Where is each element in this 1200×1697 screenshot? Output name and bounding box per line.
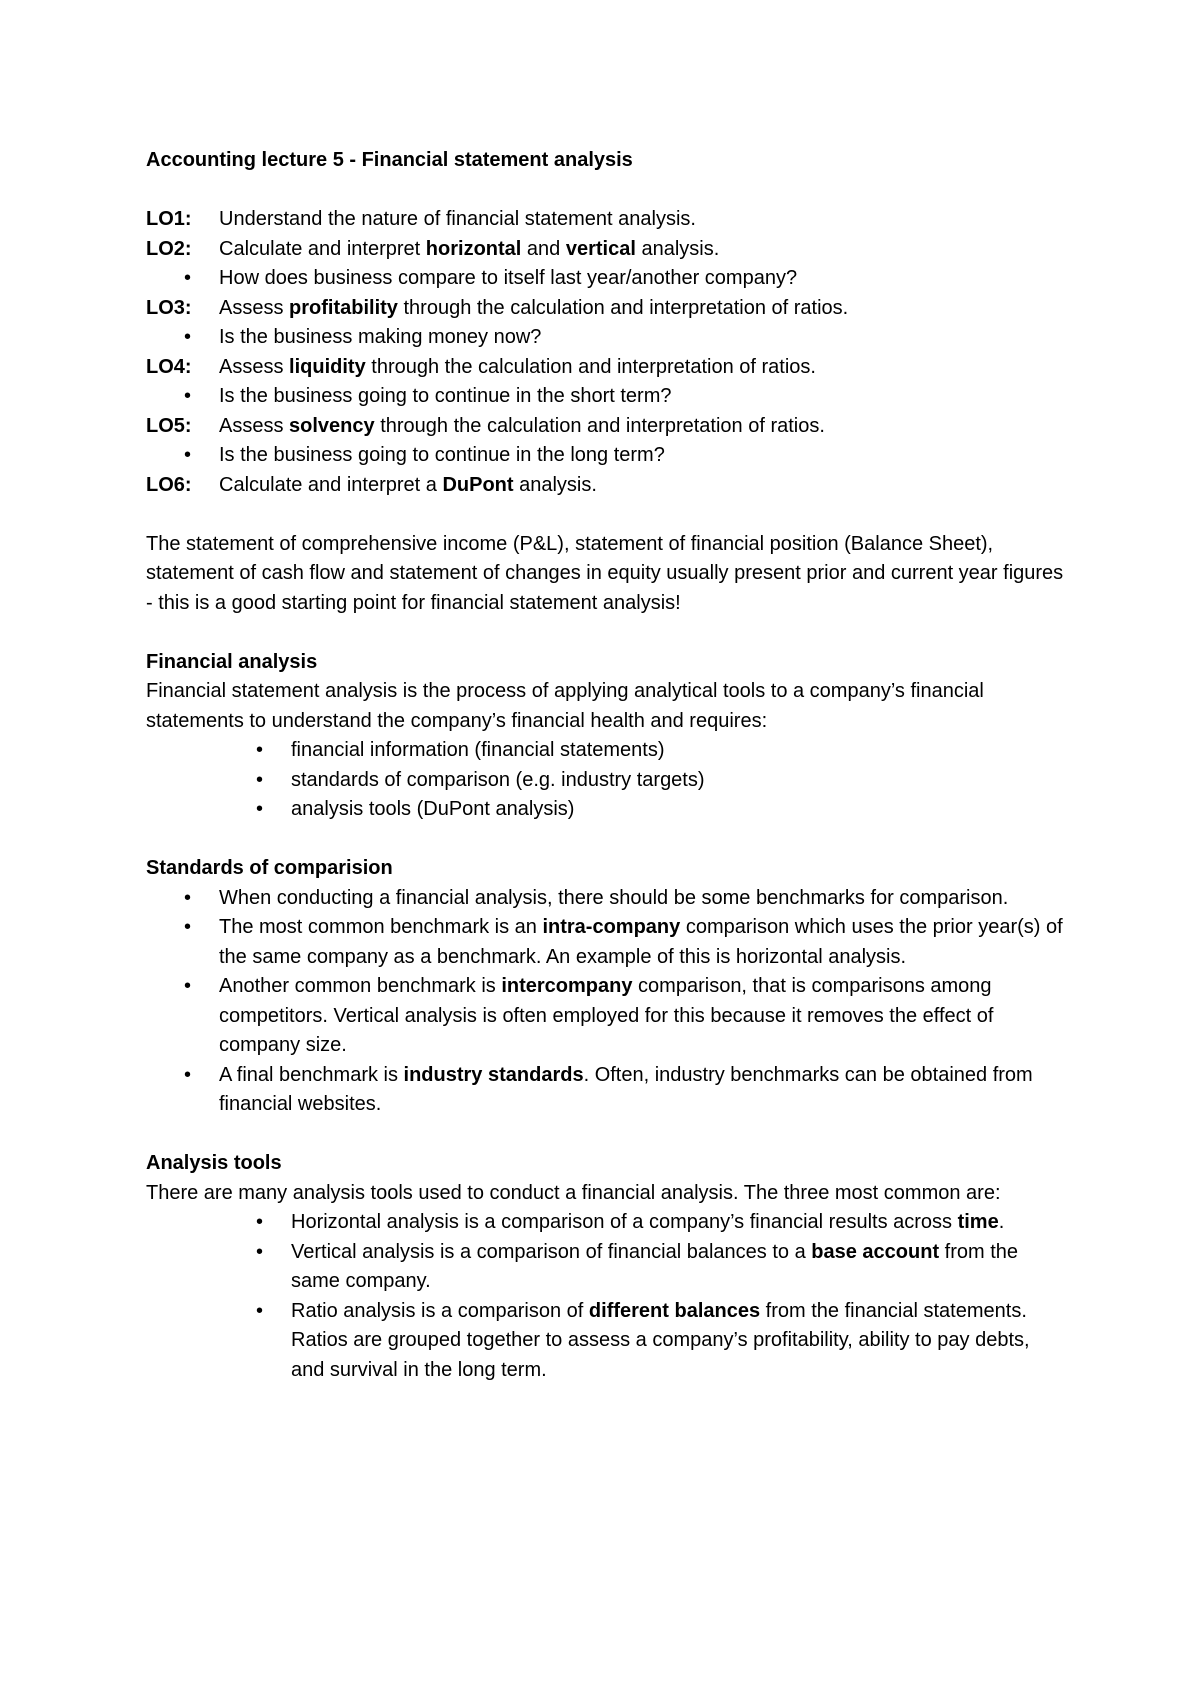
financial-analysis-paragraph: Financial statement analysis is the process of applying analytical tools to a company’s financial statements to understand the company’s financial health and requires: bbox=[146, 680, 984, 732]
outcome-question-text: Is the business going to continue in the short term? bbox=[219, 385, 672, 407]
outcome-text-part: analysis. bbox=[513, 473, 597, 496]
list-text-part: comparison which uses the prior year(s) of the same company as a benchmark. An example of this is horizontal analysis. bbox=[219, 916, 1063, 968]
outcome-label: LO2: bbox=[146, 237, 192, 260]
outcome-label: LO3: bbox=[146, 296, 192, 319]
intro-paragraph: The statement of comprehensive income (P&L), statement of financial position (Balance Sheet), statement of cash flow and statement of changes in equity usually present prior and current year figures - this is a good starting point for financial statement analysis! bbox=[146, 532, 1064, 614]
list-emphasis: base account bbox=[811, 1240, 940, 1263]
list-item-text bbox=[291, 1297, 1066, 1386]
outcome-emphasis: solvency bbox=[289, 414, 375, 437]
learning-outcome-5 bbox=[146, 412, 1066, 442]
list-item bbox=[146, 1208, 1066, 1238]
list-emphasis: different balances bbox=[588, 1299, 761, 1322]
list-item bbox=[146, 736, 1066, 766]
bullet-icon: • bbox=[184, 326, 192, 348]
bullet-icon: • bbox=[184, 444, 192, 466]
outcome-question bbox=[146, 264, 1066, 294]
outcome-question bbox=[146, 323, 1066, 353]
outcome-emphasis: liquidity bbox=[289, 355, 366, 378]
bullet-icon: • bbox=[184, 1063, 192, 1086]
bullet-icon: • bbox=[256, 739, 264, 761]
outcome-text-part: Assess bbox=[219, 296, 290, 319]
list-text-part: Vertical analysis is a comparison of financial balances to a bbox=[291, 1240, 812, 1263]
spacer bbox=[146, 1120, 1066, 1150]
learning-outcome-4 bbox=[146, 353, 1066, 383]
outcome-question bbox=[146, 382, 1066, 412]
outcome-text bbox=[219, 412, 1066, 442]
list-text-part: The most common benchmark is an bbox=[219, 916, 543, 938]
bullet-icon: • bbox=[256, 1211, 264, 1233]
list-text-part: Horizontal analysis is a comparison of a company’s financial results across bbox=[291, 1211, 958, 1233]
outcome-text-part: Calculate and interpret bbox=[219, 237, 426, 260]
bullet-icon: • bbox=[184, 886, 192, 909]
learning-outcome-3 bbox=[146, 294, 1066, 324]
outcome-label: LO6: bbox=[146, 473, 192, 496]
spacer bbox=[146, 825, 1066, 855]
outcome-text-part: Understand the nature of financial statement analysis. bbox=[219, 208, 696, 230]
outcome-label: LO1: bbox=[146, 208, 192, 230]
spacer bbox=[146, 618, 1066, 648]
outcome-emphasis: DuPont bbox=[442, 473, 514, 496]
list-emphasis: intercompany bbox=[501, 975, 633, 997]
bullet-icon: • bbox=[256, 1240, 264, 1263]
list-text-part: . bbox=[998, 1211, 1005, 1233]
list-item-text: financial information (financial statements) bbox=[291, 739, 665, 761]
outcome-text-part: Assess bbox=[219, 414, 290, 437]
spacer bbox=[146, 500, 1066, 530]
list-item-text bbox=[291, 1238, 1066, 1297]
bullet-icon: • bbox=[184, 916, 192, 938]
list-text-part: from the same company. bbox=[291, 1240, 1019, 1292]
outcome-text bbox=[219, 353, 1066, 383]
outcome-question-text: How does business compare to itself last year/another company? bbox=[219, 267, 798, 289]
list-item bbox=[146, 1238, 1066, 1297]
bullet-icon: • bbox=[184, 975, 192, 997]
outcome-text bbox=[219, 235, 1066, 265]
outcome-question-text: Is the business making money now? bbox=[219, 326, 542, 348]
outcome-emphasis: horizontal bbox=[425, 237, 522, 260]
list-text-part: . Often, industry benchmarks can be obtained from financial websites. bbox=[219, 1063, 1033, 1115]
list-item-text bbox=[219, 1061, 1066, 1120]
learning-outcome-2 bbox=[146, 235, 1066, 265]
list-item bbox=[146, 795, 1066, 825]
section-heading-standards: Standards of comparision bbox=[146, 857, 393, 879]
spacer bbox=[146, 176, 1066, 206]
list-emphasis: time bbox=[957, 1211, 999, 1233]
bullet-icon: • bbox=[184, 267, 192, 289]
learning-outcome-1 bbox=[146, 205, 1066, 235]
outcome-question-text: Is the business going to continue in the long term? bbox=[219, 444, 665, 466]
outcome-text-part: analysis. bbox=[635, 237, 720, 260]
list-item-text bbox=[291, 1208, 1066, 1238]
outcome-text bbox=[219, 294, 1066, 324]
learning-outcome-6 bbox=[146, 471, 1066, 501]
outcome-text-part: through the calculation and interpretation of ratios. bbox=[374, 414, 825, 437]
outcome-text-part: Calculate and interpret a bbox=[219, 473, 443, 496]
list-item-text bbox=[219, 884, 1066, 914]
bullet-icon: • bbox=[184, 385, 192, 407]
list-text-part: from the financial statements. Ratios are grouped together to assess a company’s profitability, ability to pay debts, and survival in the long term. bbox=[291, 1299, 1030, 1381]
outcome-text-part: and bbox=[521, 237, 566, 260]
document-title: Accounting lecture 5 - Financial statement analysis bbox=[146, 149, 633, 171]
outcome-emphasis: profitability bbox=[289, 296, 398, 319]
analysis-tools-paragraph: There are many analysis tools used to conduct a financial analysis. The three most common are: bbox=[146, 1181, 1001, 1204]
outcome-text-part: through the calculation and interpretation of ratios. bbox=[365, 355, 816, 378]
document-page bbox=[146, 146, 1066, 1385]
list-text-part: When conducting a financial analysis, there should be some benchmarks for comparison. bbox=[219, 886, 1009, 909]
outcome-question bbox=[146, 441, 1066, 471]
list-item-text bbox=[219, 913, 1066, 972]
list-item bbox=[146, 913, 1066, 972]
list-item bbox=[146, 1061, 1066, 1120]
list-text-part: A final benchmark is bbox=[219, 1063, 404, 1086]
list-text-part: Another common benchmark is bbox=[219, 975, 502, 997]
list-item-text: standards of comparison (e.g. industry targets) bbox=[291, 768, 705, 791]
outcome-text-part: Assess bbox=[219, 355, 290, 378]
list-item bbox=[146, 766, 1066, 796]
section-heading-analysis-tools: Analysis tools bbox=[146, 1152, 282, 1174]
outcome-text bbox=[219, 205, 1066, 235]
list-text-part: Ratio analysis is a comparison of bbox=[291, 1299, 589, 1322]
list-item bbox=[146, 884, 1066, 914]
bullet-icon: • bbox=[256, 1299, 264, 1322]
outcome-label: LO5: bbox=[146, 414, 192, 437]
outcome-text bbox=[219, 471, 1066, 501]
section-heading-financial-analysis: Financial analysis bbox=[146, 650, 318, 673]
list-text-part: comparison, that is comparisons among competitors. Vertical analysis is often employed for this because it removes the effect of company size. bbox=[219, 975, 994, 1056]
list-item-text: analysis tools (DuPont analysis) bbox=[291, 798, 575, 820]
list-emphasis: industry standards bbox=[403, 1063, 584, 1086]
list-item-text bbox=[219, 972, 1066, 1061]
outcome-emphasis: vertical bbox=[565, 237, 636, 260]
outcome-text-part: through the calculation and interpretation of ratios. bbox=[397, 296, 849, 319]
list-item bbox=[146, 972, 1066, 1061]
list-item bbox=[146, 1297, 1066, 1386]
outcome-label: LO4: bbox=[146, 355, 192, 378]
bullet-icon: • bbox=[256, 768, 264, 791]
bullet-icon: • bbox=[256, 798, 264, 820]
list-emphasis: intra-company bbox=[542, 916, 681, 938]
